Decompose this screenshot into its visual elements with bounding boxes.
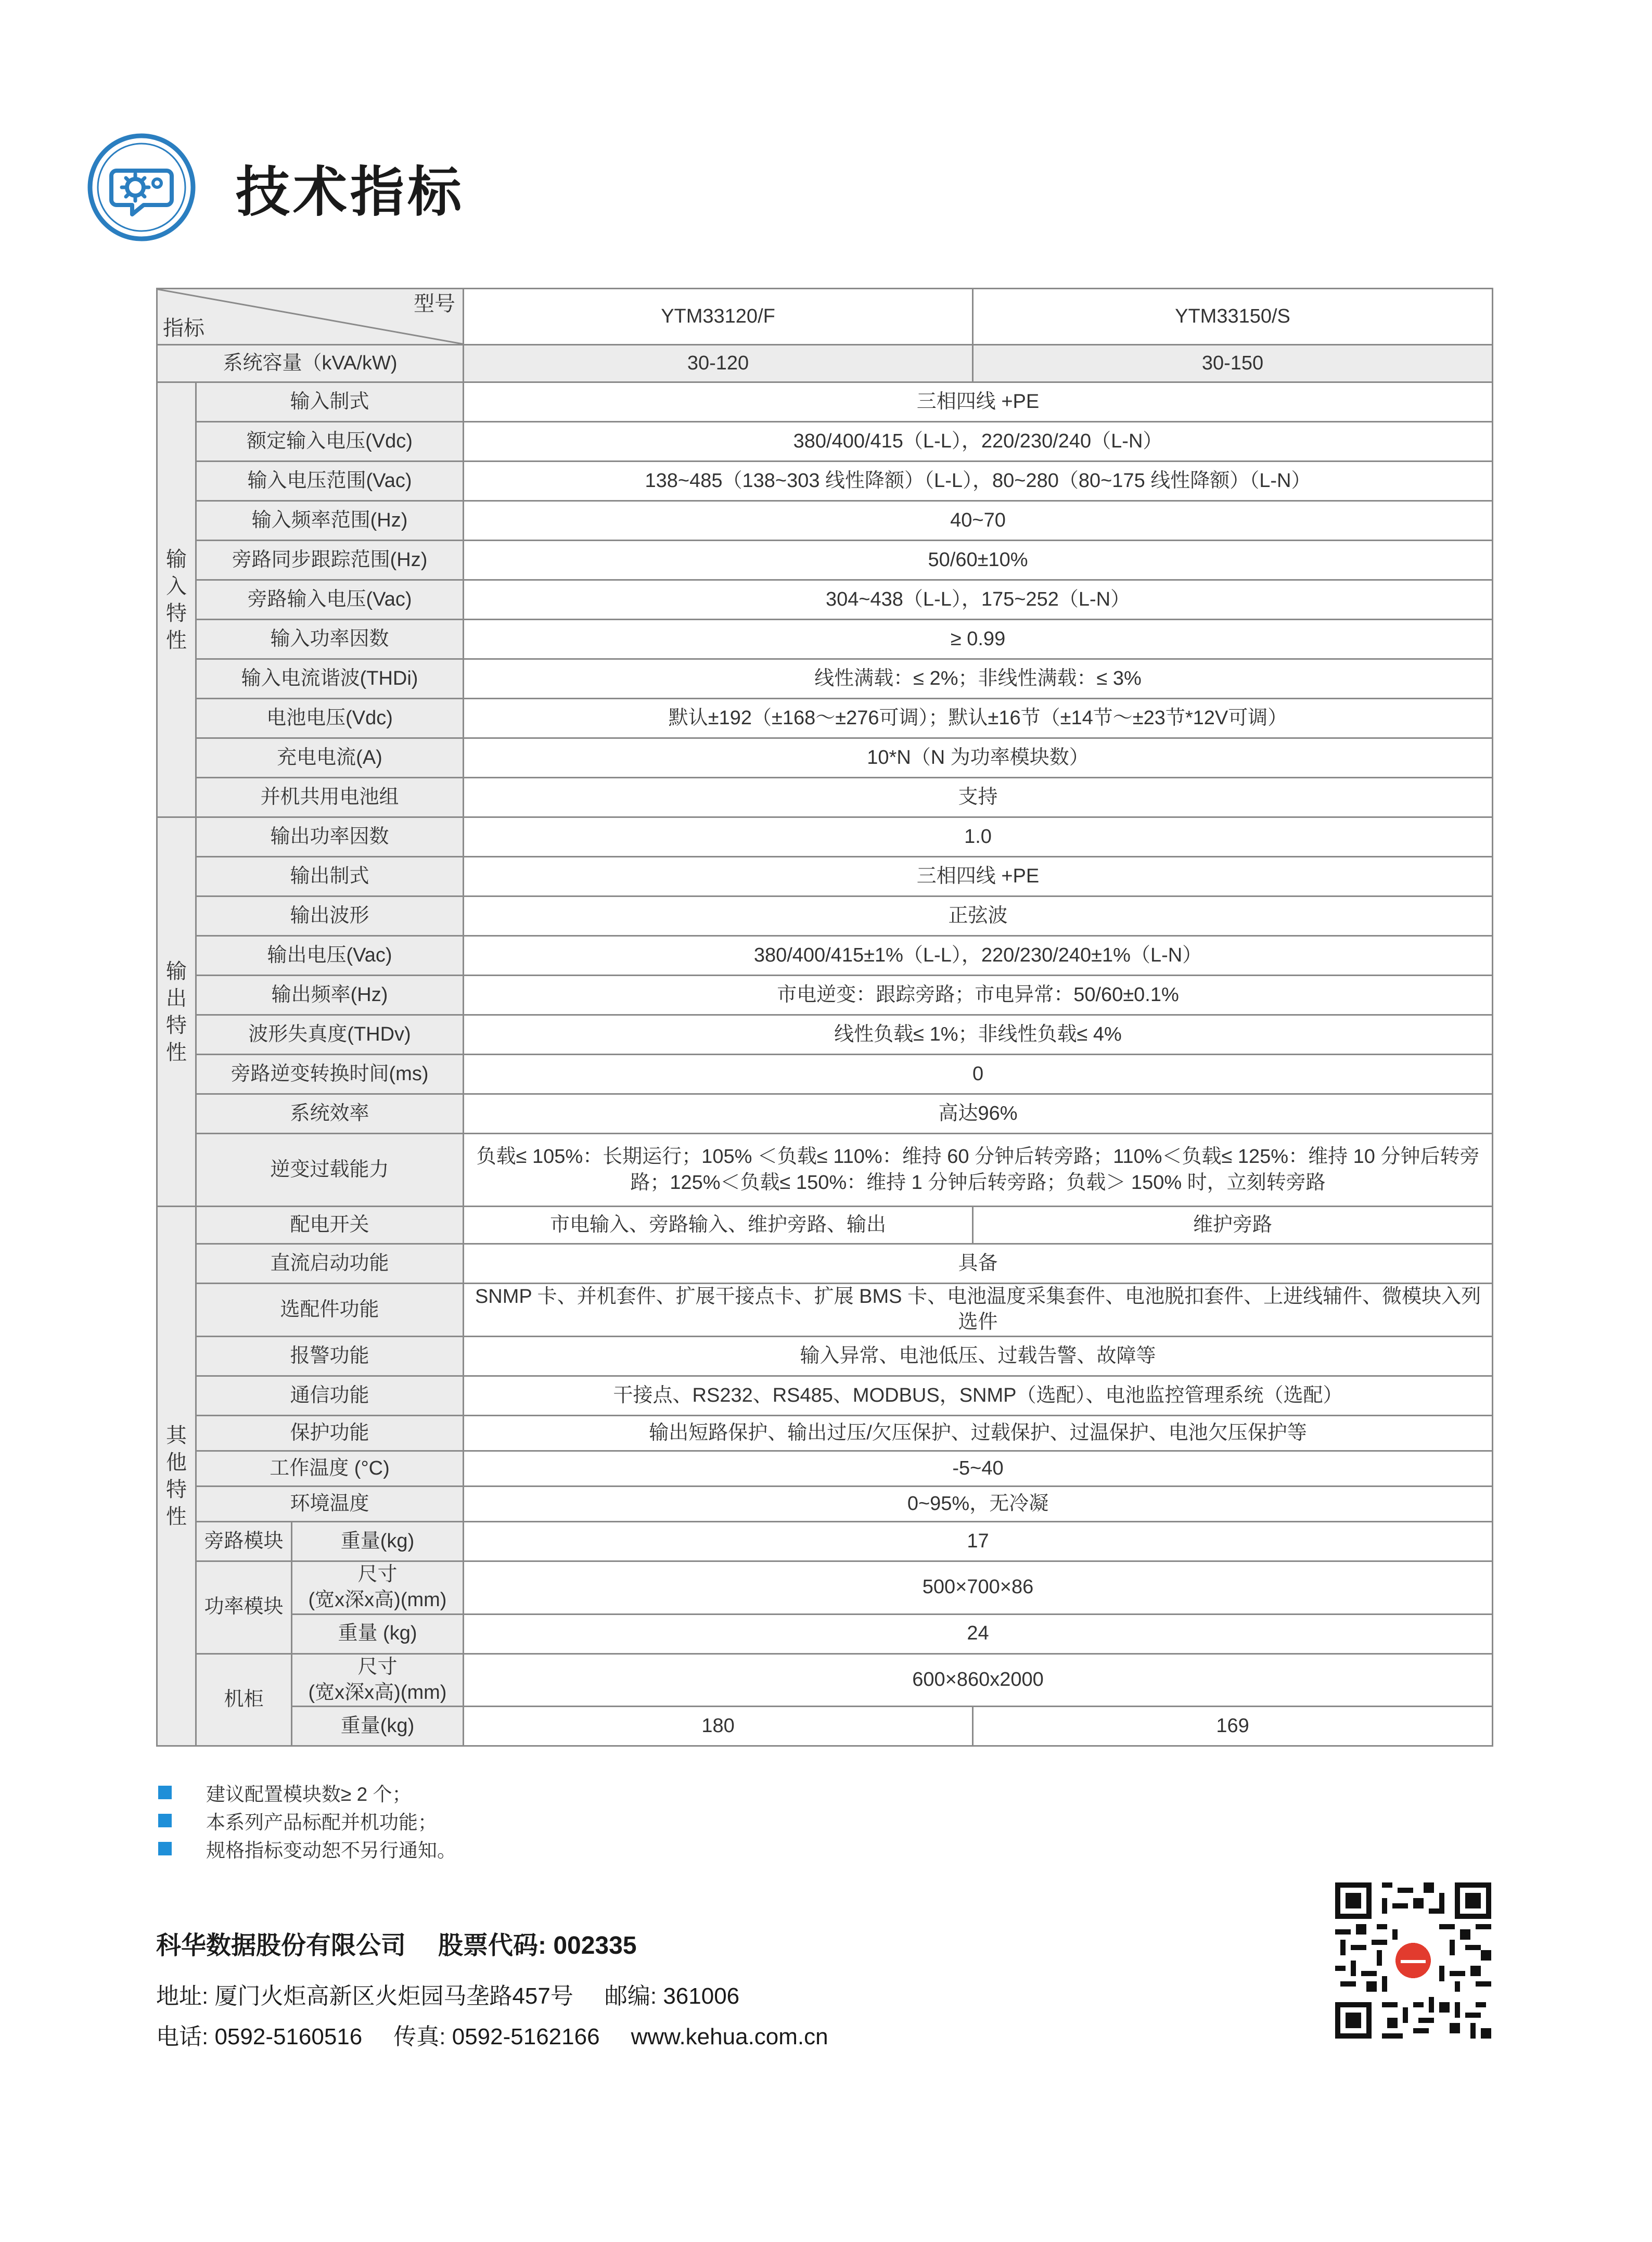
table-row — [157, 738, 1493, 778]
phone: 电话: 0592-5160516 — [156, 2024, 363, 2049]
row-label: 直流启动功能 — [196, 1244, 464, 1284]
size-label: 尺寸 — [357, 1656, 398, 1678]
gear-chat-icon — [86, 132, 197, 242]
list-item — [156, 1778, 456, 1807]
row-sublabel: 重量(kg) — [292, 1521, 464, 1561]
table-row — [157, 817, 1493, 857]
row-sublabel — [292, 1561, 464, 1614]
cell-value: 50/60±10% — [464, 541, 1493, 580]
table-row — [157, 699, 1493, 738]
header-corner-cell — [157, 289, 464, 345]
group-label-other: 其 他 特 性 — [157, 1207, 196, 1746]
cell-value: 三相四线 +PE — [464, 857, 1493, 896]
cell-value: ≥ 0.99 — [464, 620, 1493, 659]
table-row — [157, 1654, 1493, 1707]
company-name: 科华数据股份有限公司 — [156, 1932, 406, 1959]
postcode: 邮编: 361006 — [604, 1983, 740, 2009]
table-row — [157, 1244, 1493, 1284]
bullet-icon — [158, 1786, 172, 1799]
row-label: 输出制式 — [196, 857, 464, 896]
cell-value: 输入异常、电池低压、过载告警、故障等 — [464, 1336, 1493, 1376]
row-label: 输入功率因数 — [196, 620, 464, 659]
cell-value: 380/400/415±1%（L-L），220/230/240±1%（L-N） — [464, 936, 1493, 976]
cell-value: 输出短路保护、输出过压/欠压保护、过载保护、过温保护、电池欠压保护等 — [464, 1415, 1493, 1451]
size-unit-label: (宽x深x高)(mm) — [308, 1681, 447, 1703]
cell-value: 30-120 — [464, 345, 973, 382]
table-row — [157, 936, 1493, 976]
note-text: 本系列产品标配并机功能； — [206, 1812, 437, 1833]
spec-table — [156, 288, 1493, 1747]
table-row — [157, 1521, 1493, 1561]
list-item — [156, 1835, 456, 1863]
row-label: 系统容量（kVA/kW) — [157, 345, 464, 382]
address: 地址: 厦门火炬高新区火炬园马垄路457号 — [156, 1983, 573, 2009]
table-row — [157, 462, 1493, 501]
row-label: 输出波形 — [196, 896, 464, 936]
row-label: 波形失真度(THDv) — [196, 1015, 464, 1055]
cell-value: 具备 — [464, 1244, 1493, 1284]
row-label: 旁路输入电压(Vac) — [196, 580, 464, 620]
row-label: 旁路模块 — [196, 1521, 292, 1561]
cell-value: -5~40 — [464, 1451, 1493, 1486]
table-row — [157, 1207, 1493, 1244]
row-sublabel — [292, 1654, 464, 1707]
index-label: 指标 — [163, 317, 204, 340]
cell-value: 线性满载：≤ 2%；非线性满载：≤ 3% — [464, 659, 1493, 699]
table-row — [157, 1451, 1493, 1486]
size-unit-label: (宽x深x高)(mm) — [308, 1589, 447, 1611]
table-row — [157, 422, 1493, 462]
cell-value: 1.0 — [464, 817, 1493, 857]
table-row — [157, 1415, 1493, 1451]
cell-value: 138~485（138~303 线性降额）（L-L），80~280（80~175 线性降额）（L-N） — [464, 462, 1493, 501]
row-label: 旁路同步跟踪范围(Hz) — [196, 541, 464, 580]
cell-value: 线性负载≤ 1%；非线性负载≤ 4% — [464, 1015, 1493, 1055]
table-row — [157, 1134, 1493, 1207]
cell-value: 正弦波 — [464, 896, 1493, 936]
stock-code: 股票代码: 002335 — [438, 1932, 637, 1959]
cell-value: 600×860x2000 — [464, 1654, 1493, 1707]
website-link[interactable]: www.kehua.com.cn — [631, 2024, 828, 2049]
row-label: 输入频率范围(Hz) — [196, 501, 464, 541]
row-label: 输入电压范围(Vac) — [196, 462, 464, 501]
table-row — [157, 1336, 1493, 1376]
group-label-input: 输 入 特 性 — [157, 382, 196, 817]
cell-value: 市电逆变：跟踪旁路；市电异常：50/60±0.1% — [464, 976, 1493, 1015]
row-label: 报警功能 — [196, 1336, 464, 1376]
cell-value: 干接点、RS232、RS485、MODBUS，SNMP（选配）、电池监控管理系统（选配） — [464, 1376, 1493, 1415]
row-label: 输出频率(Hz) — [196, 976, 464, 1015]
fax: 传真: 0592-5162166 — [393, 2024, 600, 2049]
table-header-row — [157, 289, 1493, 345]
table-row — [157, 580, 1493, 620]
row-label: 电池电压(Vdc) — [196, 699, 464, 738]
row-label: 并机共用电池组 — [196, 778, 464, 817]
cell-value: 24 — [464, 1614, 1493, 1654]
page-title: 技术指标 — [236, 162, 465, 223]
row-sublabel: 重量(kg) — [292, 1707, 464, 1746]
row-label: 机柜 — [196, 1654, 292, 1746]
row-sublabel: 重量 (kg) — [292, 1614, 464, 1654]
cell-value: 三相四线 +PE — [464, 382, 1493, 422]
cell-value: 0 — [464, 1055, 1493, 1094]
table-row — [157, 1015, 1493, 1055]
row-label: 输出电压(Vac) — [196, 936, 464, 976]
address-line — [156, 1977, 771, 2010]
table-row — [157, 1094, 1493, 1134]
row-label: 配电开关 — [196, 1207, 464, 1244]
page-header — [86, 127, 465, 247]
table-row — [157, 541, 1493, 580]
cell-value: 高达96% — [464, 1094, 1493, 1134]
note-text: 规格指标变动恕不另行通知。 — [206, 1840, 456, 1861]
row-label: 逆变过载能力 — [196, 1134, 464, 1207]
cell-value: 17 — [464, 1521, 1493, 1561]
cell-value: 市电输入、旁路输入、维护旁路、输出 — [464, 1207, 973, 1244]
bullet-icon — [158, 1814, 172, 1827]
table-row — [157, 778, 1493, 817]
cell-value: 30-150 — [973, 345, 1493, 382]
row-label: 旁路逆变转换时间(ms) — [196, 1055, 464, 1094]
table-row — [157, 1284, 1493, 1337]
model-name: YTM33150/S — [973, 289, 1493, 345]
cell-value: 380/400/415（L-L），220/230/240（L-N） — [464, 422, 1493, 462]
model-label: 型号 — [414, 292, 456, 315]
cell-value: SNMP 卡、并机套件、扩展干接点卡、扩展 BMS 卡、电池温度采集套件、电池脱扣套件、上进线辅件、微模块入列选件 — [464, 1284, 1493, 1337]
bullet-icon — [158, 1842, 172, 1855]
row-label: 额定输入电压(Vdc) — [196, 422, 464, 462]
cell-value: 500×700×86 — [464, 1561, 1493, 1614]
row-label: 环境温度 — [196, 1486, 464, 1521]
row-label: 输出功率因数 — [196, 817, 464, 857]
qr-code-icon — [1335, 1882, 1491, 2039]
table-row — [157, 1055, 1493, 1094]
table-row — [157, 501, 1493, 541]
row-label: 通信功能 — [196, 1376, 464, 1415]
cell-value: 169 — [973, 1707, 1493, 1746]
table-row — [157, 620, 1493, 659]
note-text: 建议配置模块数≥ 2 个； — [206, 1784, 412, 1805]
table-row — [157, 896, 1493, 936]
table-row — [157, 976, 1493, 1015]
table-row — [157, 1561, 1493, 1614]
row-label: 输入电流谐波(THDi) — [196, 659, 464, 699]
table-row — [157, 659, 1493, 699]
table-row — [157, 1486, 1493, 1521]
cell-value: 40~70 — [464, 501, 1493, 541]
table-row — [157, 857, 1493, 896]
cell-value: 支持 — [464, 778, 1493, 817]
notes-list — [156, 1778, 456, 1863]
size-label: 尺寸 — [357, 1563, 398, 1585]
list-item — [156, 1807, 456, 1835]
contact-line — [156, 2018, 860, 2051]
table-row — [157, 345, 1493, 382]
cell-value: 默认±192（±168～±276可调）；默认±16节（±14节～±23节*12V可调） — [464, 699, 1493, 738]
company-line — [156, 1925, 669, 1961]
cell-value: 0~95%，无冷凝 — [464, 1486, 1493, 1521]
model-name: YTM33120/F — [464, 289, 973, 345]
row-label: 选配件功能 — [196, 1284, 464, 1337]
cell-value: 180 — [464, 1707, 973, 1746]
row-label: 充电电流(A) — [196, 738, 464, 778]
row-label: 功率模块 — [196, 1561, 292, 1654]
group-label-output: 输 出 特 性 — [157, 817, 196, 1207]
row-label: 工作温度 (°C) — [196, 1451, 464, 1486]
cell-value: 维护旁路 — [973, 1207, 1493, 1244]
table-row — [157, 1614, 1493, 1654]
row-label: 输入制式 — [196, 382, 464, 422]
row-label: 保护功能 — [196, 1415, 464, 1451]
table-row — [157, 382, 1493, 422]
table-row — [157, 1376, 1493, 1415]
table-row — [157, 1707, 1493, 1746]
cell-value: 10*N（N 为功率模块数） — [464, 738, 1493, 778]
cell-value: 304~438（L-L），175~252（L-N） — [464, 580, 1493, 620]
row-label: 系统效率 — [196, 1094, 464, 1134]
cell-value: 负载≤ 105%：长期运行；105% ＜负载≤ 110%：维持 60 分钟后转旁路；110%＜负载≤ 125%：维持 10 分钟后转旁路；125%＜负载≤ 150%：维持 1 分钟后转旁路；负载＞ 150% 时，立刻转旁路 — [464, 1134, 1493, 1207]
